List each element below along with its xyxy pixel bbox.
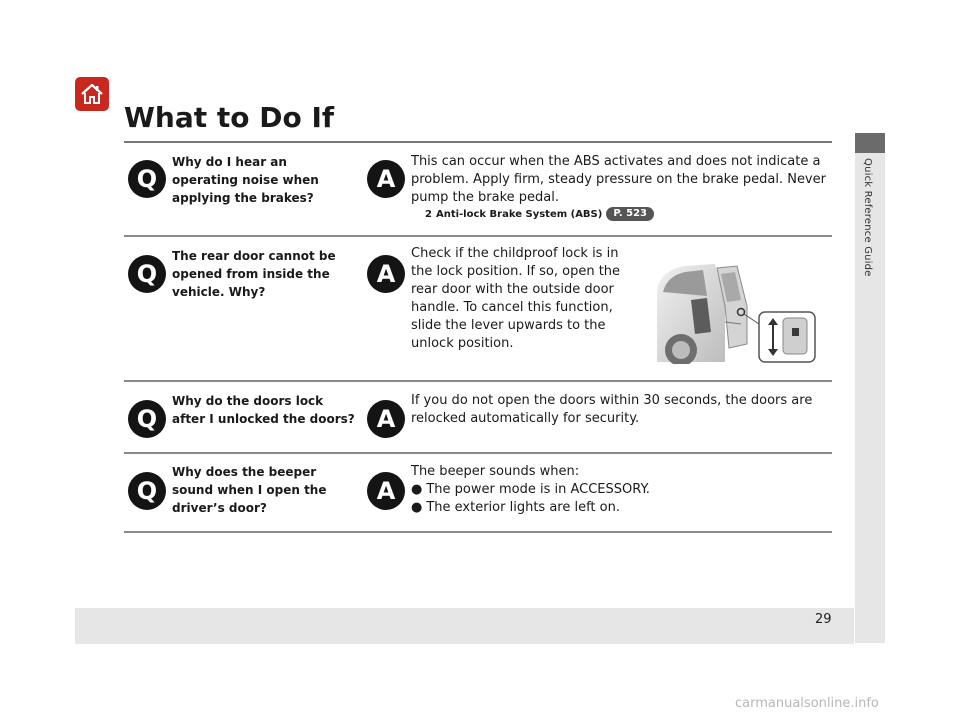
row-divider	[124, 531, 832, 533]
question-badge-icon	[128, 472, 166, 510]
watermark: carmanualsonline.info	[735, 696, 879, 711]
question-text: Why does the beeper sound when I open the driver’s door?	[172, 465, 327, 515]
bullet-text: The exterior lights are left on.	[426, 500, 620, 515]
reference-label: Anti-lock Brake System (ABS)	[435, 208, 603, 220]
bullet-item	[411, 499, 826, 517]
row-divider	[124, 235, 832, 237]
side-tab-marker	[855, 133, 885, 153]
reference-page-badge[interactable]: P. 523	[606, 207, 654, 221]
answer-badge-letter: A	[376, 260, 396, 288]
answer-text	[411, 153, 826, 207]
question-badge-letter: Q	[136, 405, 158, 433]
answer-badge-icon	[367, 160, 405, 198]
question-badge-letter: Q	[136, 260, 158, 288]
question-badge-letter: Q	[136, 477, 158, 505]
answer-badge-icon	[367, 472, 405, 510]
bullet-icon: ●	[411, 482, 423, 497]
childproof-lock-illustration	[655, 262, 817, 364]
home-icon[interactable]	[75, 77, 109, 111]
bullet-icon: ●	[411, 500, 423, 515]
page-number: 29	[815, 612, 832, 627]
answer-text	[411, 392, 826, 428]
answer-text	[411, 463, 826, 517]
question-badge-icon	[128, 255, 166, 293]
row-divider	[124, 380, 832, 382]
reference-arrow-icon: 2	[425, 208, 432, 220]
row-divider	[124, 452, 832, 454]
answer-paragraph: This can occur when the ABS activates and does not indicate a problem. Apply firm, steady pressure on the brake pedal. Never pump the brake pedal.	[411, 154, 826, 205]
title-divider	[124, 141, 832, 143]
reference-link[interactable]	[425, 207, 654, 221]
question-badge-icon	[128, 400, 166, 438]
answer-paragraph: If you do not open the doors within 30 seconds, the doors are relocked automatically for security.	[411, 393, 813, 426]
bullet-text: The power mode is in ACCESSORY.	[426, 482, 650, 497]
footer-band	[75, 608, 854, 644]
answer-badge-letter: A	[376, 165, 396, 193]
side-tab-label[interactable]: Quick Reference Guide	[862, 158, 873, 277]
question-text: Why do the doors lock after I unlocked the doors?	[172, 394, 355, 426]
answer-text	[411, 245, 641, 353]
page-title: What to Do If	[124, 101, 335, 134]
question-badge-icon	[128, 160, 166, 198]
answer-paragraph: Check if the childproof lock is in the lock position. If so, open the rear door with the outside door handle. To cancel this function, slide the lever upwards to the unlock position.	[411, 246, 621, 351]
question-text: The rear door cannot be opened from inside the vehicle. Why?	[172, 249, 336, 299]
question-text: Why do I hear an operating noise when applying the brakes?	[172, 155, 319, 205]
answer-badge-letter: A	[376, 405, 396, 433]
answer-paragraph: The beeper sounds when:	[411, 464, 580, 479]
bullet-item	[411, 481, 826, 499]
answer-badge-letter: A	[376, 477, 396, 505]
answer-badge-icon	[367, 400, 405, 438]
question-badge-letter: Q	[136, 165, 158, 193]
answer-badge-icon	[367, 255, 405, 293]
